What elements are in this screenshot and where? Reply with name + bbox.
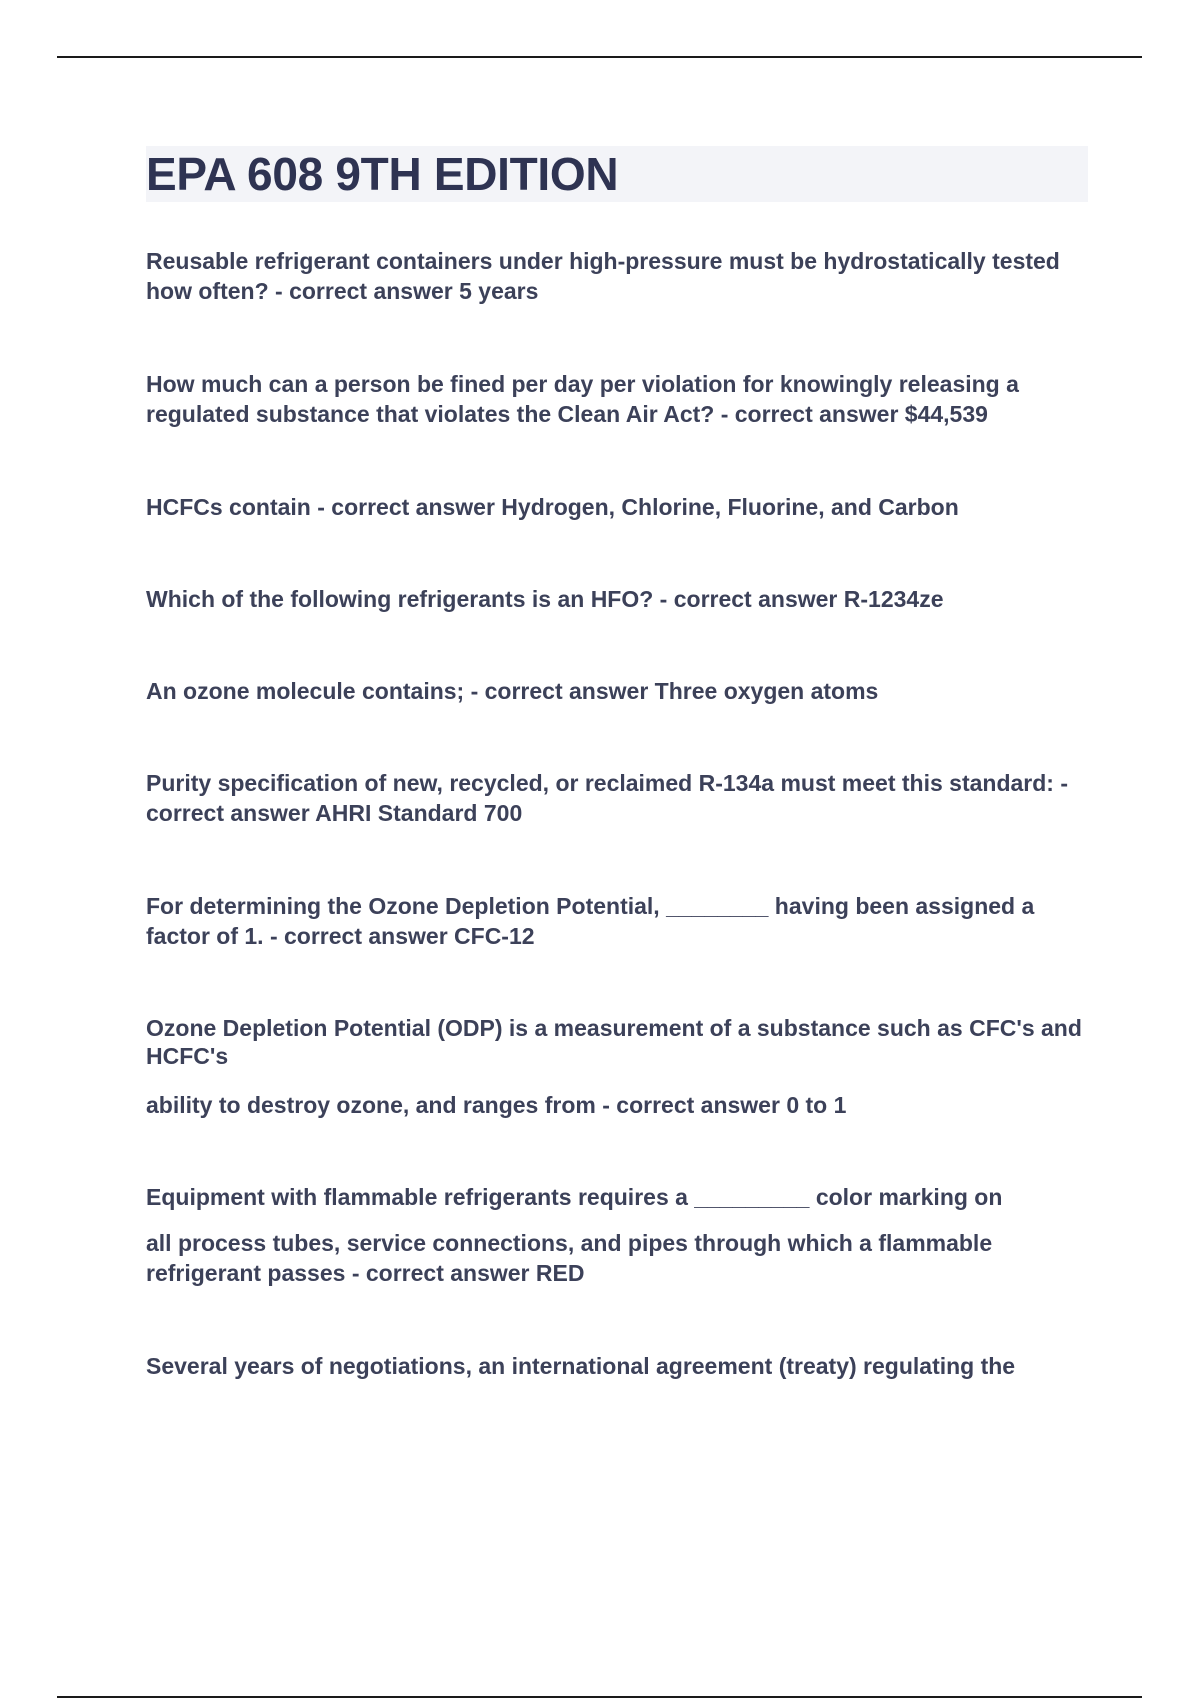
qa-item: Ozone Depletion Potential (ODP) is a measurement of a substance such as CFC's and HCFC's: [146, 1015, 1082, 1069]
qa-item: Purity specification of new, recycled, or reclaimed R-134a must meet this standard: - correct answer AHRI Standard 700: [146, 770, 1068, 826]
qa-item: Equipment with flammable refrigerants requires a _________ color marking on: [146, 1184, 1003, 1210]
qa-item: HCFCs contain - correct answer Hydrogen, Chlorine, Fluorine, and Carbon: [146, 494, 959, 520]
qa-item: Several years of negotiations, an international agreement (treaty) regulating the: [146, 1353, 1016, 1379]
qa-item: For determining the Ozone Depletion Potential, ________ having been assigned a factor of 1. - correct answer CFC-12: [146, 893, 1035, 949]
document-title: EPA 608 9TH EDITION: [146, 148, 619, 200]
header-rule: [57, 56, 1142, 58]
footer-rule: [57, 1696, 1142, 1698]
qa-item: ability to destroy ozone, and ranges from - correct answer 0 to 1: [146, 1092, 847, 1118]
qa-item: Which of the following refrigerants is an HFO? - correct answer R-1234ze: [146, 586, 944, 612]
qa-item: How much can a person be fined per day per violation for knowingly releasing a regulated substance that violates the Clean Air Act? - correct answer $44,539: [146, 371, 1019, 427]
qa-item: Reusable refrigerant containers under high-pressure must be hydrostatically tested how often? - correct answer 5 years: [146, 248, 1060, 304]
qa-item: all process tubes, service connections, and pipes through which a flammable refrigerant passes - correct answer RED: [146, 1230, 993, 1286]
qa-item: An ozone molecule contains; - correct answer Three oxygen atoms: [146, 678, 879, 704]
